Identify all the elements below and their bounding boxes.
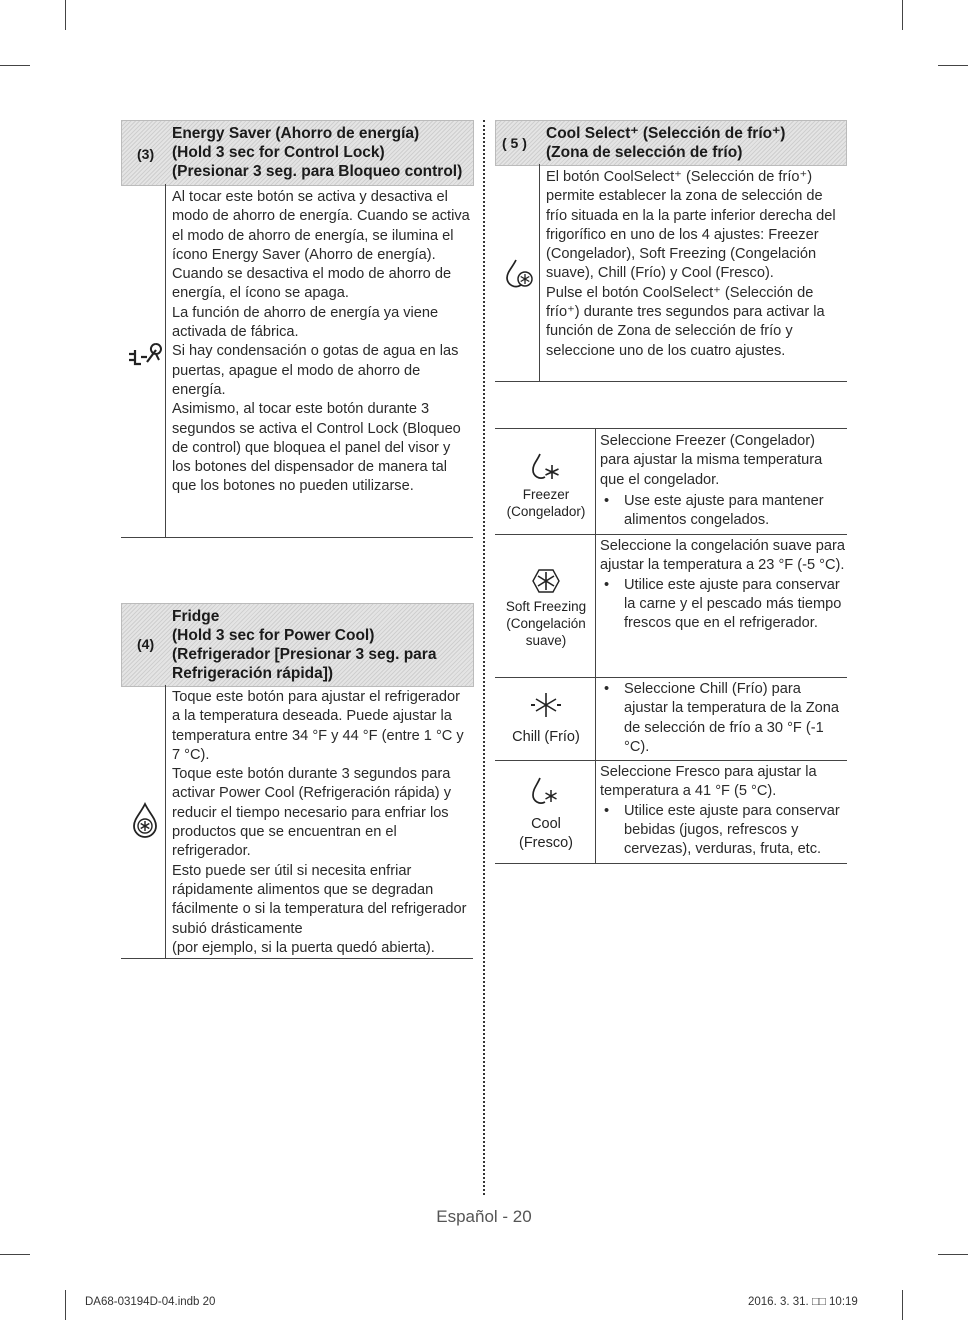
crop-mark [902,0,903,30]
mode-bullet: • Seleccione Chill (Frío) para ajustar la temperatura de la Zona de selección de frío a 30 °F (-1 °C). [604,681,839,755]
section-number: (4) [137,636,155,652]
mode-description: Seleccione Fresco para ajustar la temperatura a 41 °F (5 °C). • Utilice este ajuste para conservar bebidas (jugos, refrescos y cervezas), verduras, fruta, etc. [600,763,845,859]
cool-select-drop-icon [504,258,536,290]
freezer-drop-icon [530,452,562,482]
section-3-body: Al tocar este botón se activa y desactiva el modo de ahorro de energía. Cuando se activa el modo de ahorro de energía, se ilumina el ícono Energy Saver (Ahorro de energía). Cuando se desactiva el modo de ahorro de energía, el ícono se apaga. La función de ahorro de energía ya viene activada de fábrica. Si hay condensación o gotas de agua en las puertas, apague el modo de ahorro de energía. Asimismo, al tocar este botón durante 3 segundos se activa el Control Lock (Bloqueo de control) que bloquea el panel del visor y los botones del dispensador de manera tal que los botones no pueden utilizarse. [172,189,470,495]
crop-mark [0,65,30,66]
crop-mark [0,1254,30,1255]
footer-file-name: DA68-03194D-04.indb 20 [85,1296,216,1308]
table-rule [495,428,847,429]
table-divider [595,428,596,864]
chill-snowflake-icon [529,690,563,720]
section-3-header [121,120,474,186]
section-4-body: Toque este botón para ajustar el refrigerador a la temperatura deseada. Puede ajustar la temperatura entre 34 °F y 44 °F (entre 1 °C y 7 °C). Toque este botón durante 3 segundos para activar Power Cool (Refrigeración rápida) y reducir el tiempo necesario para enfriar los productos que se encuentran en el refrigerador. Esto puede ser útil si necesita enfriar rápidamente alimentos que se degradan fácilmente o si la temperatura del refrigerador subió drásticamente (por ejemplo, si la puerta quedó abierta). [172,689,467,956]
section-title: Energy Saver (Ahorro de energía) (Hold 3 sec for Control Lock) (Presionar 3 seg. para Bloqueo control) [172,125,463,180]
table-rule [495,534,847,535]
mode-description: Seleccione la congelación suave para ajustar la temperatura a 23 °F (-5 °C). • Utilice este ajuste para conservar la carne y el pescado más tiempo frescos que en el refrigerador. [600,537,845,633]
mode-label: Chill (Frío) [512,729,580,745]
mode-bullet: • Utilice este ajuste para conservar bebidas (jugos, refrescos y cervezas), verduras, fruta, etc. [604,802,840,858]
crop-mark [902,1290,903,1320]
page-number: Español - 20 [436,1207,532,1226]
column-divider [483,120,485,1195]
mode-bullet: • Use este ajuste para mantener alimentos congelados. [604,492,824,529]
crop-mark [65,0,66,30]
table-rule [495,863,847,864]
mode-label: Soft Freezing (Congelación suave) [505,599,587,648]
mode-label: Freezer (Congelador) [506,487,586,519]
section-title: Cool Select⁺ (Selección de frío⁺) (Zona de selección de frío) [546,125,786,161]
soft-freezing-snowflake-icon [529,566,563,596]
mode-bullet: • Utilice este ajuste para conservar la carne y el pescado más tiempo frescos que en el refrigerador. [604,576,842,632]
fridge-drop-snowflake-icon [130,802,160,838]
section-number: (3) [137,146,155,162]
crop-mark [65,1290,66,1320]
section-number: ( 5 ) [502,135,527,151]
mode-label: Cool (Fresco) [519,816,573,851]
energy-saver-plug-icon [126,340,166,370]
mode-description [600,680,845,757]
crop-mark [938,1254,968,1255]
crop-mark [938,65,968,66]
table-rule [495,381,847,382]
table-rule [495,677,847,678]
section-5-header [495,120,847,166]
section-title: Fridge (Hold 3 sec for Power Cool) (Refrigerador [Presionar 3 seg. para Refrigeración rápida]) [172,608,437,682]
table-divider [539,164,540,382]
table-rule [121,537,473,538]
mode-description: Seleccione Freezer (Congelador) para ajustar la misma temperatura que el congelador. • Use este ajuste para mantener alimentos congelados. [600,432,845,530]
section-4-header [121,603,474,687]
table-divider [165,685,166,959]
footer-timestamp: 2016. 3. 31. □□ 10:19 [748,1296,858,1308]
section-5-body: El botón CoolSelect⁺ (Selección de frío⁺) permite establecer la zona de selección de frío situada en la la parte inferior derecha del frigorífico en uno de los 4 ajustes: Freezer (Congelador), Soft Freezing (Congelación suave), Chill (Frío) y Cool (Fresco). Pulse el botón CoolSelect⁺ (Selección de frío⁺) durante tres segundos para activar la función de Zona de selección de frío y seleccione uno de los cuatro ajustes. [546,169,836,359]
table-rule [495,760,847,761]
cool-drop-icon [530,776,562,808]
